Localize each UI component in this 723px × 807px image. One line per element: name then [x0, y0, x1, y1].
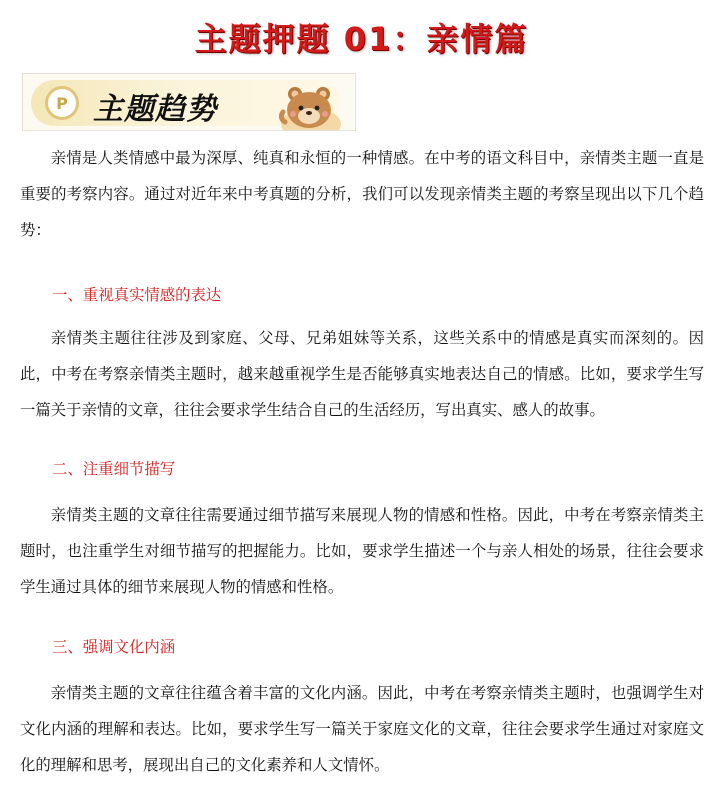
bear-mascot-icon: [271, 84, 347, 130]
section-heading-2: 二、注重细节描写: [52, 460, 176, 478]
section-body-2: 亲情类主题的文章往往需要通过细节描写来展现人物的情感和性格。因此，中考在考察亲情类主题时，也注重学生对细节描写的把握能力。比如，要求学生描述一个与亲人相处的场景，往往会要求学生通过具体的细节来展现人物的情感和性格。: [20, 506, 704, 596]
section-heading-3: 三、强调文化内涵: [52, 638, 176, 656]
banner-label: 主题趋势: [93, 92, 217, 127]
section-body-3: 亲情类主题的文章往往蕴含着丰富的文化内涵。因此，中考在考察亲情类主题时，也强调学生对文化内涵的理解和表达。比如，要求学生写一篇关于家庭文化的文章，往往会要求学生通过对家庭文化的理解和思考，展现出自己的文化素养和人文情怀。: [20, 684, 704, 774]
intro-paragraph: 亲情是人类情感中最为深厚、纯真和永恒的一种情感。在中考的语文科目中，亲情类主题一直是重要的考察内容。通过对近年来中考真题的分析，我们可以发现亲情类主题的考察呈现出以下几个趋势：: [20, 149, 704, 239]
logo-icon: P: [45, 86, 79, 120]
page-title: 主题押题 01：亲情篇: [194, 20, 529, 58]
section-body-1: 亲情类主题往往涉及到家庭、父母、兄弟姐妹等关系，这些关系中的情感是真实而深刻的。因此，中考在考察亲情类主题时，越来越重视学生是否能够真实地表达自己的情感。比如，要求学生写一篇关于亲情的文章，往往会要求学生结合自己的生活经历，写出真实、感人的故事。: [20, 329, 704, 419]
section-heading-1: 一、重视真实情感的表达: [52, 286, 222, 304]
section-banner: [22, 73, 356, 131]
